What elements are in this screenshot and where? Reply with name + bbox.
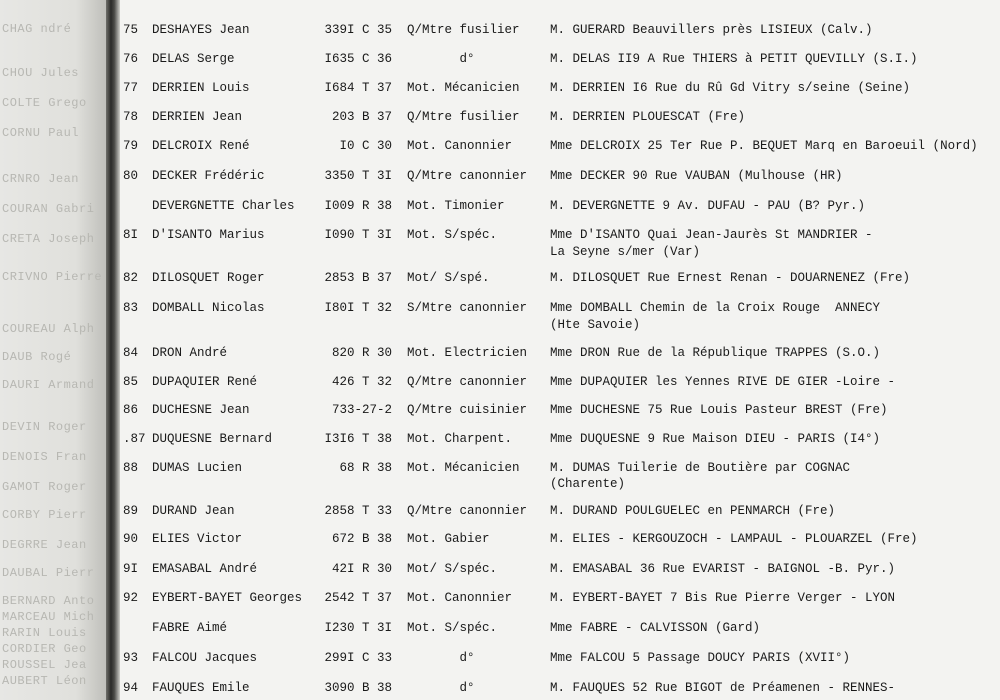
ghost-line: COLTE Grego — [2, 96, 87, 110]
family-address: M. FAUQUES 52 Rue BIGOT de Préamenen - RENNES- — [550, 681, 896, 695]
entry-number: 85 — [123, 375, 139, 389]
rank-specialty: Mot. Electricien — [407, 346, 528, 360]
family-address: M. DERRIEN I6 Rue du Rû Gd Vitry s/seine (Seine) — [550, 81, 911, 95]
service-number: 820 R 30 — [331, 346, 392, 360]
family-address: Mme DOMBALL Chemin de la Croix Rouge ANNECY — [550, 301, 881, 315]
service-number: 68 R 38 — [339, 461, 392, 475]
family-address-line2: (Hte Savoie) — [550, 318, 641, 332]
family-address: M. DILOSQUET Rue Ernest Renan - DOUARNENEZ (Fre) — [550, 271, 911, 285]
ghost-line: COURAN Gabri — [2, 202, 95, 216]
rank-specialty: S/Mtre canonnier — [407, 301, 528, 315]
rank-specialty: Q/Mtre cuisinier — [407, 403, 528, 417]
ghost-line: MARCEAU Mich — [2, 610, 95, 624]
rank-specialty: Q/Mtre fusilier — [407, 110, 520, 124]
ghost-line: CRETA Joseph — [2, 232, 95, 246]
rank-specialty: Mot. Gabier — [407, 532, 490, 546]
rank-specialty: Mot. Timonier — [407, 199, 505, 213]
family-address: M. DUMAS Tuilerie de Boutière par COGNAC — [550, 461, 851, 475]
sailor-name: DOMBALL Nicolas — [152, 301, 265, 315]
rank-specialty: Mot. S/spéc. — [407, 228, 498, 242]
rank-specialty: Mot/ S/spéc. — [407, 562, 498, 576]
service-number: I090 T 3I — [324, 228, 392, 242]
service-number: 426 T 32 — [331, 375, 392, 389]
sailor-name: DURAND Jean — [152, 504, 235, 518]
service-number: 2853 B 37 — [324, 271, 392, 285]
sailor-name: D'ISANTO Marius — [152, 228, 265, 242]
family-address: M. DERRIEN PLOUESCAT (Fre) — [550, 110, 746, 124]
register-page — [120, 0, 1000, 700]
ghost-line: GAMOT Roger — [2, 480, 87, 494]
rank-specialty: d° — [407, 651, 475, 665]
book-gutter — [106, 0, 120, 700]
family-address: M. DEVERGNETTE 9 Av. DUFAU - PAU (B? Pyr.) — [550, 199, 866, 213]
entry-number: 94 — [123, 681, 139, 695]
family-address: Mme FALCOU 5 Passage DOUCY PARIS (XVII°) — [550, 651, 851, 665]
ghost-line: DEVIN Roger — [2, 420, 87, 434]
entry-number: 93 — [123, 651, 139, 665]
family-address: M. DELAS II9 A Rue THIERS à PETIT QUEVILLY (S.I.) — [550, 52, 918, 66]
entry-number: 75 — [123, 23, 139, 37]
sailor-name: FAUQUES Emile — [152, 681, 250, 695]
service-number: 2542 T 37 — [324, 591, 392, 605]
sailor-name: DUPAQUIER René — [152, 375, 258, 389]
rank-specialty: Mot. Mécanicien — [407, 461, 520, 475]
entry-number: 88 — [123, 461, 139, 475]
sailor-name: DEVERGNETTE Charles — [152, 199, 295, 213]
rank-specialty: Mot. S/spéc. — [407, 621, 498, 635]
entry-number: 92 — [123, 591, 139, 605]
family-address: M. EMASABAL 36 Rue EVARIST - BAIGNOL -B. Pyr.) — [550, 562, 896, 576]
entry-number: 8I — [123, 228, 139, 242]
ghost-line: CRNRO Jean — [2, 172, 80, 186]
rank-specialty: Mot. Charpent. — [407, 432, 513, 446]
family-address: Mme DRON Rue de la République TRAPPES (S.O.) — [550, 346, 881, 360]
entry-number: 78 — [123, 110, 139, 124]
ghost-line: CRIVNO Pierre — [2, 270, 103, 284]
family-address: Mme D'ISANTO Quai Jean-Jaurès St MANDRIER - — [550, 228, 873, 242]
service-number: 672 B 38 — [331, 532, 392, 546]
rank-specialty: d° — [407, 52, 475, 66]
family-address-line2: La Seyne s/mer (Var) — [550, 245, 701, 259]
sailor-name: DILOSQUET Roger — [152, 271, 265, 285]
sailor-name: DUCHESNE Jean — [152, 403, 250, 417]
family-address: M. GUERARD Beauvillers près LISIEUX (Calv.) — [550, 23, 873, 37]
sailor-name: DELCROIX René — [152, 139, 250, 153]
family-address: Mme DUQUESNE 9 Rue Maison DIEU - PARIS (I4°) — [550, 432, 881, 446]
service-number: 3350 T 3I — [324, 169, 392, 183]
service-number: 299I C 33 — [324, 651, 392, 665]
family-address: M. ELIES - KERGOUZOCH - LAMPAUL - PLOUARZEL (Fre) — [550, 532, 918, 546]
service-number: I3I6 T 38 — [324, 432, 392, 446]
family-address: M. EYBERT-BAYET 7 Bis Rue Pierre Verger - LYON — [550, 591, 896, 605]
ghost-line: CHOU Jules — [2, 66, 80, 80]
entry-number: 79 — [123, 139, 139, 153]
ghost-line: CORNU Paul — [2, 126, 80, 140]
ghost-line: DAURI Armand — [2, 378, 95, 392]
ghost-line: COUREAU Alph — [2, 322, 95, 336]
rank-specialty: Mot. Canonnier — [407, 139, 513, 153]
rank-specialty: Mot. Mécanicien — [407, 81, 520, 95]
entry-number: .87 — [123, 432, 146, 446]
service-number: I80I T 32 — [324, 301, 392, 315]
ghost-line: DEGRRE Jean — [2, 538, 87, 552]
entry-number: 83 — [123, 301, 139, 315]
sailor-name: DESHAYES Jean — [152, 23, 250, 37]
ghost-line: CORDIER Geo — [2, 642, 87, 656]
service-number: I0 C 30 — [339, 139, 392, 153]
rank-specialty: Q/Mtre fusilier — [407, 23, 520, 37]
service-number: I635 C 36 — [324, 52, 392, 66]
sailor-name: FABRE Aimé — [152, 621, 228, 635]
sailor-name: DECKER Frédéric — [152, 169, 265, 183]
entry-number: 76 — [123, 52, 139, 66]
ghost-line: CORBY Pierr — [2, 508, 87, 522]
service-number: I684 T 37 — [324, 81, 392, 95]
family-address: M. DURAND POULGUELEC en PENMARCH (Fre) — [550, 504, 836, 518]
sailor-name: DUMAS Lucien — [152, 461, 243, 475]
ghost-line: DAUB Rogé — [2, 350, 72, 364]
ghost-line: DENOIS Fran — [2, 450, 87, 464]
service-number: 2858 T 33 — [324, 504, 392, 518]
rank-specialty: Q/Mtre canonnier — [407, 169, 528, 183]
ghost-line: BERNARD Anto — [2, 594, 95, 608]
sailor-name: DRON André — [152, 346, 228, 360]
family-address: Mme DELCROIX 25 Ter Rue P. BEQUET Marq en Baroeuil (Nord) — [550, 139, 978, 153]
rank-specialty: Q/Mtre canonnier — [407, 504, 528, 518]
entry-number: 86 — [123, 403, 139, 417]
service-number: 733-27-2 — [331, 403, 392, 417]
service-number: 3090 B 38 — [324, 681, 392, 695]
entry-number: 77 — [123, 81, 139, 95]
family-address: Mme FABRE - CALVISSON (Gard) — [550, 621, 761, 635]
entry-number: 89 — [123, 504, 139, 518]
sailor-name: DERRIEN Jean — [152, 110, 243, 124]
service-number: I230 T 3I — [324, 621, 392, 635]
entry-number: 90 — [123, 532, 139, 546]
rank-specialty: d° — [407, 681, 475, 695]
sailor-name: FALCOU Jacques — [152, 651, 258, 665]
sailor-name: DELAS Serge — [152, 52, 235, 66]
sailor-name: ELIES Victor — [152, 532, 243, 546]
left-page-bleedthrough — [0, 0, 108, 700]
entry-number: 82 — [123, 271, 139, 285]
sailor-name: EMASABAL André — [152, 562, 258, 576]
ghost-line: ROUSSEL Jea — [2, 658, 87, 672]
service-number: 339I C 35 — [324, 23, 392, 37]
entry-number: 80 — [123, 169, 139, 183]
ghost-line: CHAG ndré — [2, 22, 72, 36]
service-number: 42I R 30 — [331, 562, 392, 576]
sailor-name: DERRIEN Louis — [152, 81, 250, 95]
service-number: 203 B 37 — [331, 110, 392, 124]
sailor-name: DUQUESNE Bernard — [152, 432, 273, 446]
family-address: Mme DECKER 90 Rue VAUBAN (Mulhouse (HR) — [550, 169, 843, 183]
rank-specialty: Mot. Canonnier — [407, 591, 513, 605]
entry-number: 84 — [123, 346, 139, 360]
rank-specialty: Q/Mtre canonnier — [407, 375, 528, 389]
family-address: Mme DUCHESNE 75 Rue Louis Pasteur BREST (Fre) — [550, 403, 888, 417]
ghost-line: AUBERT Léon — [2, 674, 87, 688]
ghost-line: RARIN Louis — [2, 626, 87, 640]
entry-number: 9I — [123, 562, 139, 576]
family-address-line2: (Charente) — [550, 477, 626, 491]
service-number: I009 R 38 — [324, 199, 392, 213]
ghost-line: DAUBAL Pierr — [2, 566, 95, 580]
sailor-name: EYBERT-BAYET Georges — [152, 591, 303, 605]
rank-specialty: Mot/ S/spé. — [407, 271, 490, 285]
family-address: Mme DUPAQUIER les Yennes RIVE DE GIER -Loire - — [550, 375, 896, 389]
